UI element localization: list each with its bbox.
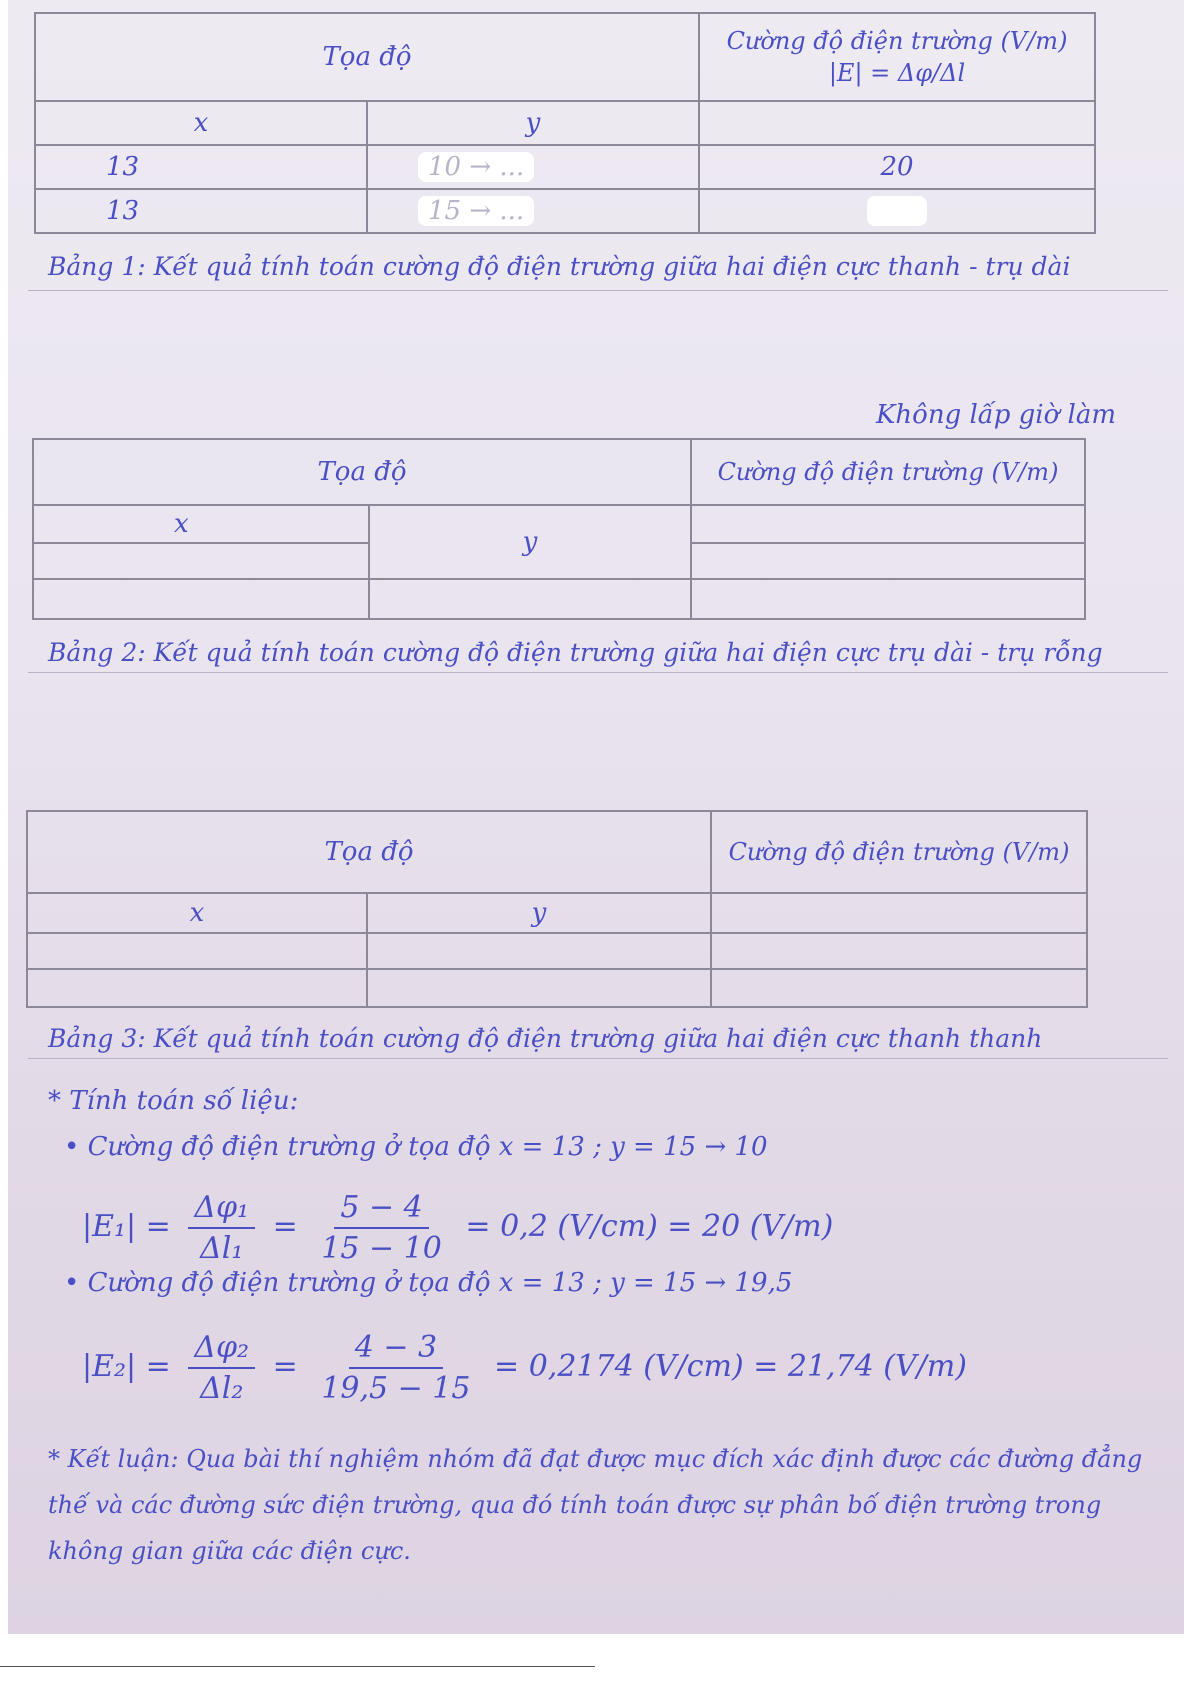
table-3-r2-y [367, 969, 711, 1007]
table-3-header-coord: Tọa độ [27, 811, 711, 893]
e2-num-values: 4 − 3 [349, 1330, 443, 1369]
table-2-r1-x [33, 543, 369, 579]
table-3-r1-y [367, 933, 711, 969]
table-row [35, 189, 1095, 233]
e1-result: = 0,2 (V/cm) = 20 (V/m) [465, 1209, 834, 1244]
table-3-caption: Bảng 3: Kết quả tính toán cường độ điện trường giữa hai điện cực thanh thanh [48, 1024, 1043, 1053]
ruled-line [28, 1058, 1168, 1059]
e2-lhs: |E₂| = [82, 1349, 171, 1384]
table-1-header-coord: Tọa độ [35, 13, 699, 101]
ruled-line [28, 672, 1168, 673]
table-1-r2-x: 13 [35, 189, 367, 233]
table-2-col-x: x [33, 505, 369, 543]
table-1-col-empty [699, 101, 1095, 145]
conclusion-text: * Kết luận: Qua bài thí nghiệm nhóm đã đạt được mục đích xác định được các đường đẳng thế và các đường sức điện trường, qua đó tính toán được sự phân bố điện trường trong không gian giữa các điện cực. [48, 1445, 1143, 1565]
e2-den: Δl₂ [200, 1371, 244, 1406]
table-1-col-y: y [367, 101, 699, 145]
e1-num-values: 5 − 4 [334, 1190, 428, 1229]
e2-result: = 0,2174 (V/cm) = 21,74 (V/m) [494, 1349, 967, 1384]
table-1-r2-e [699, 189, 1095, 233]
calc-item-1: • Cường độ điện trường ở tọa độ x = 13 ; y = 15 → 10 [64, 1132, 768, 1162]
e1-num: Δφ₁ [188, 1190, 255, 1229]
e1-den: Δl₁ [200, 1231, 244, 1266]
table-1-header-formula: |E| = Δφ/Δl [828, 59, 966, 87]
table-row [33, 579, 1085, 619]
table-2 [32, 438, 1086, 620]
table-1-r1-e: 20 [699, 145, 1095, 189]
table-3-col-y: y [367, 893, 711, 933]
table-row [27, 933, 1087, 969]
e1-lhs: |E₁| = [82, 1209, 171, 1244]
table-1 [34, 12, 1096, 234]
table-row [35, 145, 1095, 189]
calc-heading: * Tính toán số liệu: [48, 1086, 299, 1116]
table-1-r2-y-value: 15 → ... [418, 196, 534, 226]
e1-den-values: 15 − 10 [321, 1231, 442, 1266]
table-2-caption: Bảng 2: Kết quả tính toán cường độ điện trường giữa hai điện cực trụ dài - trụ rỗng [48, 638, 1103, 667]
table-2-col-y: y [369, 505, 691, 579]
table-2-col-empty [691, 505, 1085, 543]
table-1-r2-y [367, 189, 699, 233]
table-1-header-field-label: Cường độ điện trường (V/m) [726, 27, 1068, 55]
table-2-r2-x [33, 579, 369, 619]
table-row [27, 969, 1087, 1007]
table-2-r1-e [691, 543, 1085, 579]
table-2-header-field: Cường độ điện trường (V/m) [691, 439, 1085, 505]
calc-item-2: • Cường độ điện trường ở tọa độ x = 13 ; y = 15 → 19,5 [64, 1268, 793, 1298]
table-1-r1-y-value: 10 → ... [418, 152, 534, 182]
e2-den-values: 19,5 − 15 [321, 1371, 471, 1406]
table-3-col-empty [711, 893, 1087, 933]
table-2-r2-e [691, 579, 1085, 619]
table-1-r2-e-value [867, 196, 927, 226]
table-1-caption: Bảng 1: Kết quả tính toán cường độ điện trường giữa hai điện cực thanh - trụ dài [48, 252, 1071, 281]
e2-num: Δφ₂ [188, 1330, 255, 1369]
table-3-r2-x [27, 969, 367, 1007]
ruled-line [28, 290, 1168, 291]
equation-e1: |E₁| = $\frac{\text{Δφ₁}}{\text{Δl₁}}$ = $\frac{5 - 4}{15 - 10}$ = 0,2 (V/cm) = 20 (V/m) [82, 1190, 834, 1266]
table-3-r1-x [27, 933, 367, 969]
e2-fraction [188, 1330, 255, 1406]
e1-fraction-values [315, 1190, 448, 1266]
table-1-col-x: x [35, 101, 367, 145]
table-1-header-field [699, 13, 1095, 101]
table-3 [26, 810, 1088, 1008]
table-2-header-coord: Tọa độ [33, 439, 691, 505]
e1-fraction [188, 1190, 255, 1266]
table-3-header-field: Cường độ điện trường (V/m) [711, 811, 1087, 893]
table-1-r1-y [367, 145, 699, 189]
notebook-page [8, 0, 1184, 1634]
footer-rule [0, 1666, 595, 1667]
e2-fraction-values [315, 1330, 476, 1406]
table-3-r2-e [711, 969, 1087, 1007]
table-1-r1-x: 13 [35, 145, 367, 189]
table-3-r1-e [711, 933, 1087, 969]
table-3-col-x: x [27, 893, 367, 933]
side-note: Không lấp giờ làm [876, 400, 1116, 430]
equation-e2: |E₂| = $\frac{\text{Δφ₂}}{\text{Δl₂}}$ = $\frac{4 - 3}{19,5 - 15}$ = 0,2174 (V/cm) = 21,74 (V/m) [82, 1330, 967, 1406]
table-2-r2-y [369, 579, 691, 619]
